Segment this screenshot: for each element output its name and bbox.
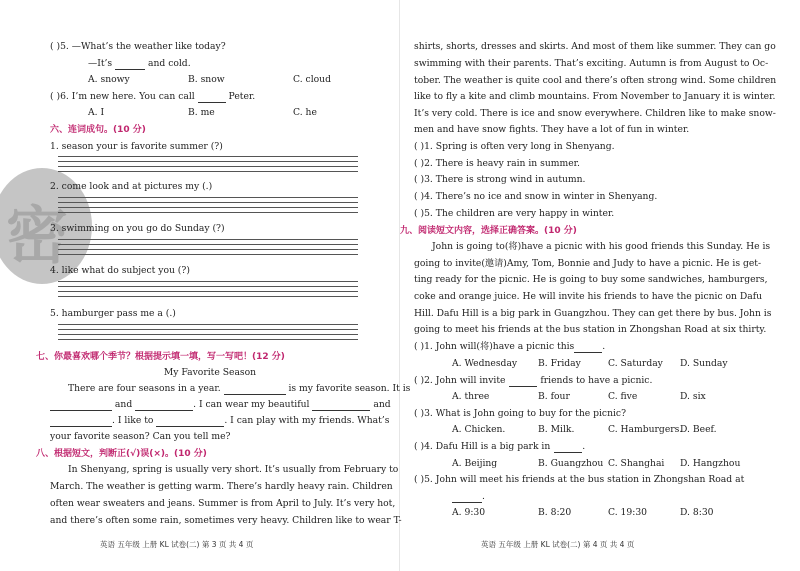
answer-line[interactable] bbox=[58, 286, 358, 287]
passage-line: and there’s often some rain, sometimes very heavy. Children like to wear T- bbox=[50, 515, 402, 526]
confidential-stamp: 密 bbox=[0, 168, 92, 284]
mc5-option-c: C. 19:30 bbox=[608, 507, 648, 518]
q5-option-a: A. snowy bbox=[88, 74, 130, 85]
sentence-item-1: 1. season your is favorite summer (?) bbox=[50, 141, 223, 152]
q6-blank[interactable] bbox=[198, 92, 226, 103]
answer-line[interactable] bbox=[58, 334, 358, 335]
answer-line[interactable] bbox=[58, 239, 358, 240]
mc4-option-d: D. Hangzhou bbox=[680, 458, 741, 469]
answer-line[interactable] bbox=[58, 324, 358, 325]
mc-blank-2[interactable] bbox=[509, 376, 537, 387]
passage-line: like to fly a kite and climb mountains. From November to January it is winter. bbox=[414, 91, 776, 102]
mc5-option-d: D. 8:30 bbox=[680, 507, 714, 518]
weather-blank-1[interactable] bbox=[50, 400, 112, 411]
q5-option-b: B. snow bbox=[188, 74, 225, 85]
right-footer: 英语 五年级 上册 KL 试卷(二) 第 4 页 共 4 页 bbox=[481, 540, 635, 549]
clothes-blank-1[interactable] bbox=[312, 400, 370, 411]
answer-line[interactable] bbox=[58, 166, 358, 167]
tf-question-5: ( )5. The children are very happy in winter. bbox=[414, 208, 615, 219]
answer-line[interactable] bbox=[58, 339, 358, 340]
left-footer: 英语 五年级 上册 KL 试卷(二) 第 3 页 共 4 页 bbox=[100, 540, 254, 549]
answer-line[interactable] bbox=[58, 161, 358, 162]
mc1-option-b: B. Friday bbox=[538, 358, 581, 369]
q6-option-c: C. he bbox=[293, 107, 317, 118]
answer-line[interactable] bbox=[58, 329, 358, 330]
passage-line: tober. The weather is quite cool and there’s often strong wind. Some children bbox=[414, 75, 777, 86]
passage-line: going to invite(邀请)Amy, Tom, Bonnie and Judy to have a picnic. He is get- bbox=[414, 258, 762, 269]
essay-line-3: . I like to . I can play with my friends. What’s bbox=[50, 415, 389, 427]
essay-line-2: and . I can wear my beautiful and bbox=[50, 399, 391, 411]
section-7-title: 七、你最喜欢哪个季节？根据提示填一填，写一写吧！(12 分) bbox=[36, 352, 285, 362]
tf-question-1: ( )1. Spring is often very long in Shenyang. bbox=[414, 141, 615, 152]
clothes-blank-2[interactable] bbox=[50, 416, 112, 427]
passage-line: It’s very cold. There is ice and snow everywhere. Children like to make snow- bbox=[414, 108, 776, 119]
q5-option-c: C. cloud bbox=[293, 74, 331, 85]
mc-blank-4[interactable] bbox=[554, 442, 582, 453]
passage-line: often wear sweaters and jeans. Summer is from April to July. It’s very hot, bbox=[50, 498, 396, 509]
mc-question-2: ( )2. John will invite friends to have a picnic. bbox=[414, 375, 653, 386]
passage-line: In Shenyang, spring is usually very short. It’s usually from February to bbox=[68, 464, 399, 475]
mc5-blank-line: . bbox=[452, 491, 485, 503]
mc-blank-5[interactable] bbox=[452, 492, 482, 503]
tf-question-2: ( )2. There is heavy rain in summer. bbox=[414, 158, 580, 169]
mc2-option-c: C. five bbox=[608, 391, 638, 402]
mc1-option-a: A. Wednesday bbox=[452, 358, 518, 369]
section-8-title: 八、根据短文，判断正(√)误(×)。(10 分) bbox=[36, 449, 207, 459]
passage-line: shirts, shorts, dresses and skirts. And most of them like summer. They can go bbox=[414, 41, 776, 52]
mc4-option-c: C. Shanghai bbox=[608, 458, 665, 469]
tf-question-4: ( )4. There’s no ice and snow in winter in Shenyang. bbox=[414, 191, 658, 202]
mc-question-4: ( )4. Dafu Hill is a big park in . bbox=[414, 441, 586, 452]
passage-line: swimming with their parents. That’s exciting. Autumn is from August to Oc- bbox=[414, 58, 769, 69]
q6-text: ( )6. I’m new here. You can call Peter. bbox=[50, 91, 256, 102]
answer-line[interactable] bbox=[58, 249, 358, 250]
answer-line[interactable] bbox=[58, 202, 358, 203]
mc-question-3: ( )3. What is John going to buy for the picnic? bbox=[414, 408, 626, 419]
q5-blank[interactable] bbox=[115, 59, 145, 70]
answer-line[interactable] bbox=[58, 171, 358, 172]
sentence-item-4: 4. like what do subject you (?) bbox=[50, 265, 190, 276]
mc2-option-a: A. three bbox=[452, 391, 490, 402]
mc1-option-d: D. Sunday bbox=[680, 358, 728, 369]
answer-line[interactable] bbox=[58, 254, 358, 255]
weather-blank-2[interactable] bbox=[135, 400, 193, 411]
mc4-option-a: A. Beijing bbox=[452, 458, 498, 469]
passage-line: ting ready for the picnic. He is going to buy some sandwiches, hamburgers, bbox=[414, 274, 768, 285]
mc3-option-a: A. Chicken. bbox=[452, 424, 506, 435]
mc3-option-d: D. Beef. bbox=[680, 424, 717, 435]
passage-line: men and have snow fights. They have a lot of fun in winter. bbox=[414, 124, 690, 135]
answer-line[interactable] bbox=[58, 291, 358, 292]
page-divider bbox=[399, 0, 400, 571]
passage-line: coke and orange juice. He will invite his friends to have the picnic on Dafu bbox=[414, 291, 763, 302]
answer-line[interactable] bbox=[58, 156, 358, 157]
essay-line-4: your favorite season? Can you tell me? bbox=[50, 431, 231, 442]
q5-blank-line: —It’s and cold. bbox=[88, 58, 191, 69]
mc2-option-b: B. four bbox=[538, 391, 570, 402]
q6-option-a: A. I bbox=[88, 107, 105, 118]
activity-blank[interactable] bbox=[156, 416, 224, 427]
answer-line[interactable] bbox=[58, 244, 358, 245]
passage-line: Hill. Dafu Hill is a big park in Guangzhou. They can get there by bus. John is bbox=[414, 308, 772, 319]
mc-question-5: ( )5. John will meet his friends at the bus station in Zhongshan Road at bbox=[414, 474, 745, 485]
sentence-item-3: 3. swimming on you go do Sunday (?) bbox=[50, 223, 225, 234]
section-6-title: 六、连词成句。(10 分) bbox=[50, 125, 146, 135]
season-blank[interactable] bbox=[224, 384, 286, 395]
sentence-item-2: 2. come look and at pictures my (.) bbox=[50, 181, 213, 192]
answer-line[interactable] bbox=[58, 212, 358, 213]
answer-line[interactable] bbox=[58, 197, 358, 198]
passage-line: going to meet his friends at the bus station in Zhongshan Road at six thirty. bbox=[414, 324, 767, 335]
mc1-option-c: C. Saturday bbox=[608, 358, 663, 369]
section-9-title: 九、阅读短文内容，选择正确答案。(10 分) bbox=[400, 226, 577, 236]
passage-line: March. The weather is getting warm. There’s hardly heavy rain. Children bbox=[50, 481, 393, 492]
mc-blank-1[interactable] bbox=[574, 342, 602, 353]
q6-option-b: B. me bbox=[188, 107, 215, 118]
mc5-option-b: B. 8:20 bbox=[538, 507, 572, 518]
mc5-option-a: A. 9:30 bbox=[452, 507, 486, 518]
answer-line[interactable] bbox=[58, 281, 358, 282]
mc-question-1: ( )1. John will(将)have a picnic this . bbox=[414, 341, 606, 352]
q5-text: ( )5. —What’s the weather like today? bbox=[50, 41, 226, 52]
essay-line-1: There are four seasons in a year. is my favorite season. It is bbox=[68, 383, 411, 394]
tf-question-3: ( )3. There is strong wind in autumn. bbox=[414, 174, 586, 185]
answer-line[interactable] bbox=[58, 296, 358, 297]
mc2-option-d: D. six bbox=[680, 391, 706, 402]
passage-line: John is going to(将)have a picnic with his good friends this Sunday. He is bbox=[432, 241, 771, 252]
answer-line[interactable] bbox=[58, 207, 358, 208]
mc3-option-c: C. Hamburgers. bbox=[608, 424, 683, 435]
mc4-option-b: B. Guangzhou bbox=[538, 458, 604, 469]
essay-title: My Favorite Season bbox=[163, 367, 257, 378]
mc3-option-b: B. Milk. bbox=[538, 424, 575, 435]
sentence-item-5: 5. hamburger pass me a (.) bbox=[50, 308, 176, 319]
